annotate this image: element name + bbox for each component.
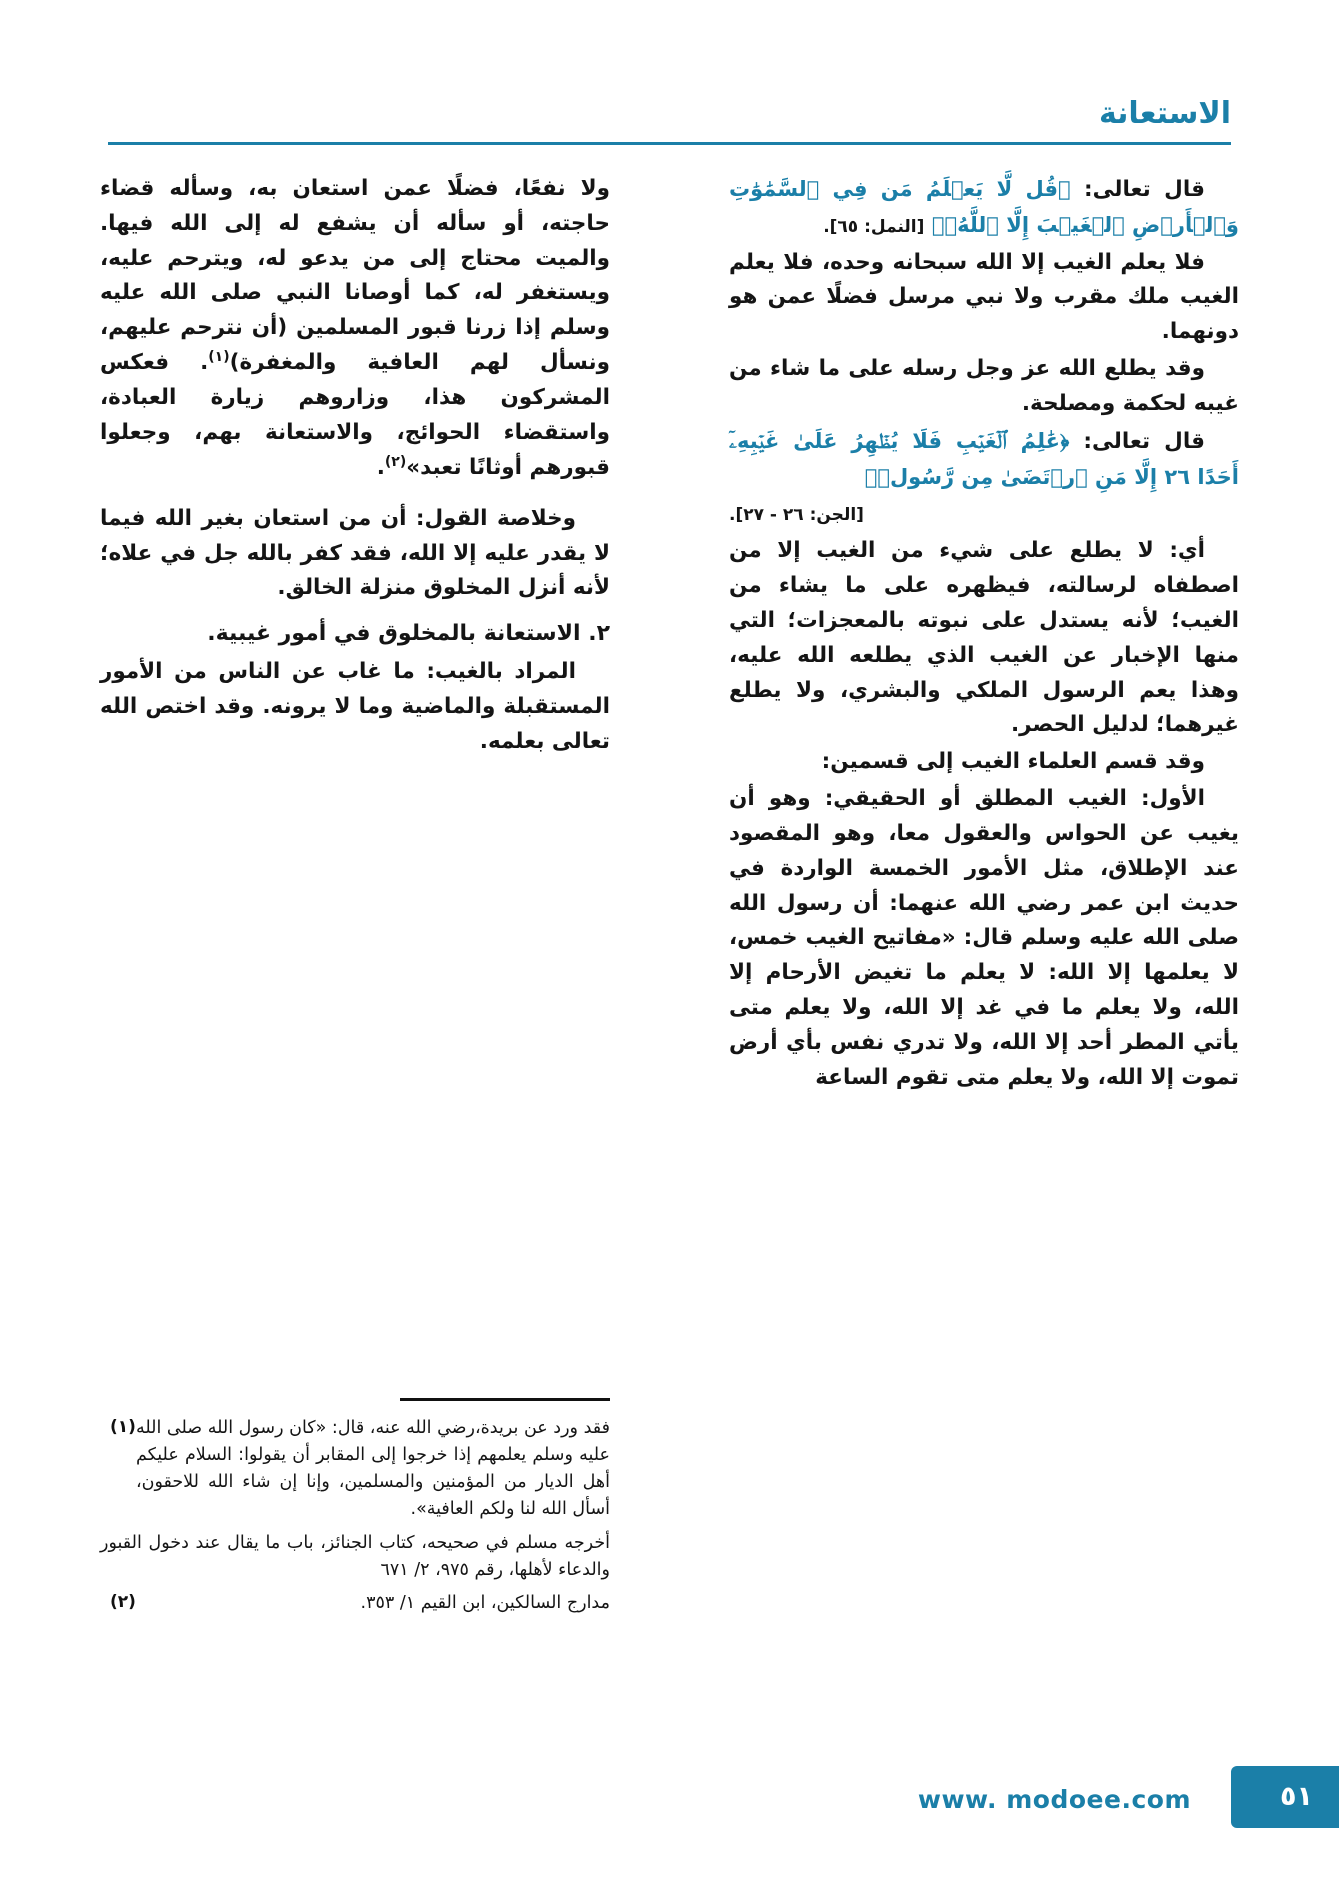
- body-columns: [100, 172, 1239, 1462]
- left-column: [100, 172, 610, 762]
- paragraph-l2: وخلاصة القول: أن من استعان بغير الله فيما لا يقدر عليه إلا الله، فقد كفر بالله جل في علاه؛ لأنه أنزل المخلوق منزلة الخالق.: [100, 505, 610, 601]
- paragraph-l3: المراد بالغيب: ما غاب عن الناس من الأمور المستقبلة والماضية وما لا يرونه. وقد اختص الله تعالى بعلمه.: [100, 659, 610, 755]
- section-heading-2: ٢. الاستعانة بالمخلوق في أمور غيبية.: [207, 621, 610, 647]
- footnote-marker-2[interactable]: (٢): [384, 453, 407, 470]
- paragraph-l1: [100, 172, 610, 486]
- ayah-lead-1: قال تعالى:: [1084, 177, 1205, 202]
- footnote-marker-1[interactable]: (١): [208, 349, 230, 366]
- paragraph-r1: فلا يعلم الغيب إلا الله سبحانه وحده، فلا يعلم الغيب ملك مقرب ولا نبي مرسل فضلًا عمن هو دونهما.: [729, 249, 1239, 345]
- right-column: [729, 172, 1239, 1098]
- ayah-ref-2-line: [729, 497, 1239, 532]
- footnotes: [100, 1398, 610, 1623]
- ayah-text-1: ﴿قُل لَّا يَعۡلَمُ مَن فِي ٱلسَّمَٰوَٰتِ وَٱلۡأَرۡضِ ٱلۡغَيۡبَ إِلَّا ٱللَّهُۚ﴾: [729, 177, 1239, 237]
- site-url[interactable]: www. modoee.com: [917, 1785, 1191, 1814]
- page-header: [108, 96, 1231, 148]
- header-divider: [108, 142, 1231, 145]
- paragraph-r2: وقد يطلع الله عز وجل رسله على ما شاء من غيبه لحكمة ومصلحة.: [729, 356, 1239, 416]
- footnote-divider: [400, 1398, 610, 1401]
- paragraph-l1-part1: ولا نفعًا، فضلًا عمن استعان به، وسأله قضاء حاجته، أو سأله أن يشفع له إلى الله فيها. والميت محتاج إلى من يدعو له، ويترحم عليه، ويستغفر له، كما أوصانا النبي صلى الله عليه وسلم إذا زرنا قبور المسلمين (أن نترحم عليهم، ونسأل لهم العافية والمغفرة): [100, 176, 610, 376]
- paragraph-r5: الأول: الغيب المطلق أو الحقيقي: وهو أن يغيب عن الحواس والعقول معا، وهو المقصود عند الإطلاق، مثل الأمور الخمسة الواردة في حديث ابن عمر رضي الله عنهما: أن رسول الله صلى الله عليه وسلم قال: «مفاتيح الغيب خمس، لا يعلمها إلا الله: لا يعلم ما تغيض الأرحام إلا الله، ولا يعلم ما في غد إلا الله، ولا يعلم متى يأتي المطر أحد إلا الله، ولا تدري نفس بأي أرض تموت إلا الله، ولا يعلم متى تقوم الساعة: [729, 786, 1239, 1090]
- footnote-number-1: (١): [110, 1417, 136, 1437]
- footnote-source-1: أخرجه مسلم في صحيحه، كتاب الجنائز، باب ما يقال عند دخول القبور والدعاء لأهلها، رقم ٩٧٥، ٢/ ٦٧١: [100, 1532, 610, 1580]
- footnote-text-1: فقد ورد عن بريدة،رضي الله عنه، قال: «كان رسول الله صلى الله عليه وسلم يعلمهم إذا خرجوا إلى المقابر أن يقولوا: السلام عليكم أهل الديار من المؤمنين والمسلمين، وإنا إن شاء الله للاحقون، أسأل الله لنا ولكم العافية».: [135, 1418, 610, 1520]
- ayah-block-1: [729, 172, 1239, 244]
- ayah-lead-2: قال تعالى:: [1083, 428, 1205, 454]
- ayah-block-2: [729, 424, 1239, 496]
- page-footer: [0, 1740, 1339, 1890]
- ayah-ref-1: [النمل: ٦٥].: [823, 216, 925, 237]
- page-number: ٥١: [1280, 1781, 1313, 1812]
- footnote-text-2: مدارج السالكين، ابن القيم ١/ ٣٥٣.: [360, 1592, 610, 1613]
- paragraph-r4: وقد قسم العلماء الغيب إلى قسمين:: [821, 749, 1205, 775]
- paragraph-l1-part3: .: [376, 454, 385, 480]
- footnote-number-2: (٢): [110, 1591, 136, 1612]
- ayah-text-2: ﴿عَٰلِمُ ٱلۡغَيۡبِ فَلَا يُظۡهِرُ عَلَىٰ غَيۡبِهِۦٓ أَحَدًا ٢٦ إِلَّا مَنِ ٱرۡتَضَىٰ مِن رَّسُولٖ﴾: [729, 428, 1239, 489]
- footnote-item: [100, 1590, 610, 1617]
- ayah-ref-2: [الجن: ٢٦ - ٢٧].: [729, 505, 864, 526]
- paragraph-l1-part2: . فعكس المشركون هذا، وزاروهم زيارة العبادة، واستقضاء الحوائج، والاستعانة بهم، وجعلوا قبورهم أوثانًا تعبد»: [100, 350, 610, 480]
- page-title: الاستعانة: [1098, 96, 1231, 131]
- paragraph-r3: أي: لا يطلع على شيء من الغيب إلا من اصطفاه لرسالته، فيظهره على ما يشاء من الغيب؛ لأنه يستدل على نبوته بالمعجزات؛ التي منها الإخبار عن الغيب الذي يطلعه الله عليه، وهذا يعم الرسول الملكي والبشري، ولا يطلع غيرهما؛ لدليل الحصر.: [729, 538, 1239, 738]
- footnote-item: [100, 1415, 610, 1524]
